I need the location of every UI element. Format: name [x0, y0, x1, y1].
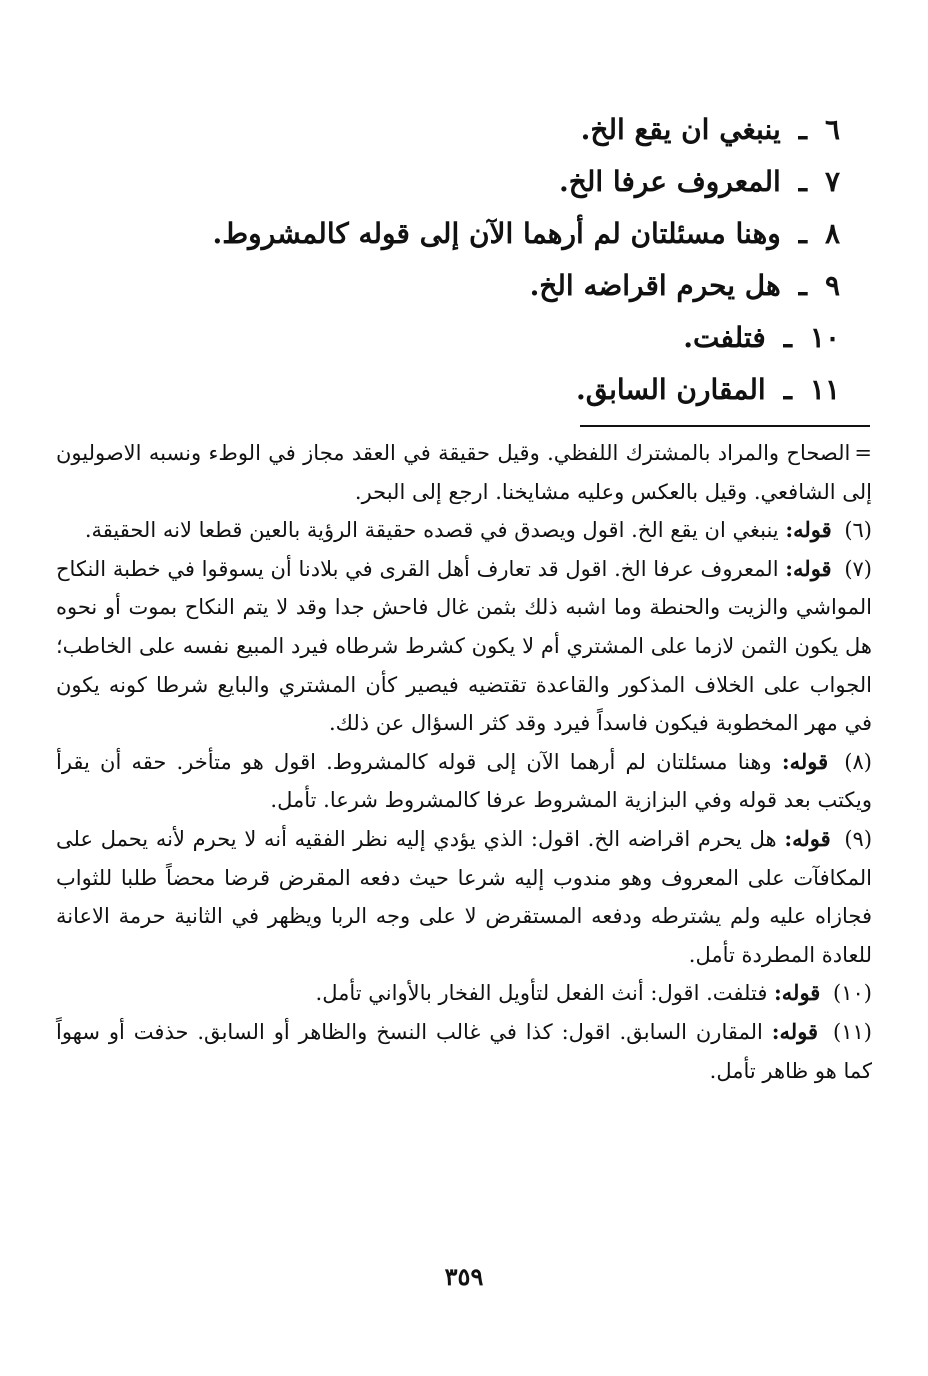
list-item: [212, 208, 840, 260]
continuation-mark: =: [854, 441, 872, 465]
item-number: ٧: [824, 165, 840, 198]
footnote-lead: قوله:: [781, 748, 829, 774]
footnote: [56, 743, 872, 820]
footnote-text: هل يحرم اقراضه الخ. اقول: الذي يؤدي إليه نظر الفقيه أنه لا يحرم لأنه يحمل على المكافآت على المعروف وهو مندوب إليه شرعا حيث دفعه المقرض قرضا محضاً طلبا للثواب فجازاه عليه ولم يشترطه ودفعه المستقرض لا على وجه الربا ويظهر في الثانية حرمة الاعانة للعادة المطردة تأمل.: [56, 826, 872, 967]
item-dash: ـ: [798, 165, 807, 198]
footnote-text: فتلفت. اقول: أنث الفعل لتأويل الفخار بالأواني تأمل.: [315, 981, 768, 1006]
footnotes-section: [56, 434, 872, 1090]
footnote-number: (١١): [833, 1019, 872, 1044]
item-number: ٦: [824, 113, 840, 146]
list-item: [240, 156, 840, 208]
footnote: [56, 550, 872, 743]
page-number: ٣٥٩: [444, 1262, 484, 1291]
item-text: ينبغي ان يقع الخ.: [580, 113, 781, 146]
footnote-text: المعروف عرفا الخ. اقول قد تعارف أهل القرى في بلادنا أن يسوقوا في خطبة النكاح المواشي والزيت والحنطة وما اشبه ذلك بثمن غال فاحش جدا وقد لا يتم النكاح بموت أو نحوه هل يكون الثمن لازما على المشتري أم لا يكون كشرط شرطاه فيرد المبيع نفسه على الخاطب؛ الجواب على الخلاف المذكور والقاعدة تقتضيه فيصير كأن المشتري والبايع شرطا كونه يكون في مهر المخطوبة فيكون فاسداً فيرد وقد كثر السؤال عن ذلك.: [56, 556, 872, 736]
footnote-text: وهنا مسئلتان لم أرهما الآن إلى قوله كالمشروط. اقول هو متأخر. حقه أن يقرأ ويكتب بعد قوله وفي البزازية المشروط عرفا كالمشروط شرعا. تأمل.: [56, 749, 872, 813]
item-dash: ـ: [798, 217, 807, 250]
list-item: [240, 260, 840, 312]
footnote-number: (٧): [844, 556, 872, 581]
footnote-number: (٦): [844, 518, 872, 543]
item-dash: ـ: [798, 269, 807, 302]
list-item: [240, 104, 840, 156]
footnote: [56, 974, 872, 1013]
list-item: [240, 312, 840, 364]
item-dash: ـ: [783, 373, 792, 406]
item-dash: ـ: [798, 113, 807, 146]
footnote: [56, 511, 872, 550]
footnote-lead: قوله:: [784, 825, 831, 851]
footnote-text: الصحاح والمراد بالمشترك اللفظي. وقيل حقيقة في العقد مجاز في الوطء ونسبه الاصوليون إلى الشافعي. وقيل بالعكس وعليه مشايخنا. ارجع إلى البحر.: [56, 441, 872, 504]
footnote: [56, 820, 872, 974]
footnote-lead: قوله:: [785, 555, 832, 581]
footnote-text: المقارن السابق. اقول: كذا في غالب النسخ والظاهر أو السابق. حذفت أو سهواً كما هو ظاهر تأمل.: [56, 1019, 872, 1083]
footnote-continuation: [56, 434, 872, 511]
footnote-lead: قوله:: [774, 980, 821, 1006]
footnote-lead: قوله:: [785, 517, 832, 543]
item-number: ١١: [809, 373, 840, 406]
item-text: وهنا مسئلتان لم أرهما الآن إلى قوله كالمشروط.: [212, 217, 781, 250]
footnote-number: (٨): [844, 749, 872, 774]
item-dash: ـ: [783, 321, 792, 354]
commentary-headings-list: [212, 104, 840, 416]
item-text: المقارن السابق.: [575, 373, 766, 406]
footnote-divider: [580, 425, 870, 427]
item-number: ٨: [824, 217, 840, 250]
list-item: [240, 364, 840, 416]
footnote-text: ينبغي ان يقع الخ. اقول ويصدق في قصده حقيقة الرؤية بالعين قطعا لانه الحقيقة.: [84, 518, 779, 543]
item-text: فتلفت.: [683, 321, 766, 354]
item-number: ٩: [824, 269, 840, 302]
item-text: المعروف عرفا الخ.: [559, 165, 781, 198]
footnote-lead: قوله:: [771, 1018, 819, 1044]
item-text: هل يحرم اقراضه الخ.: [529, 269, 781, 302]
item-number: ١٠: [809, 321, 840, 354]
footnote-number: (٩): [844, 826, 873, 851]
footnote-number: (١٠): [833, 981, 872, 1006]
footnote: [56, 1013, 872, 1090]
